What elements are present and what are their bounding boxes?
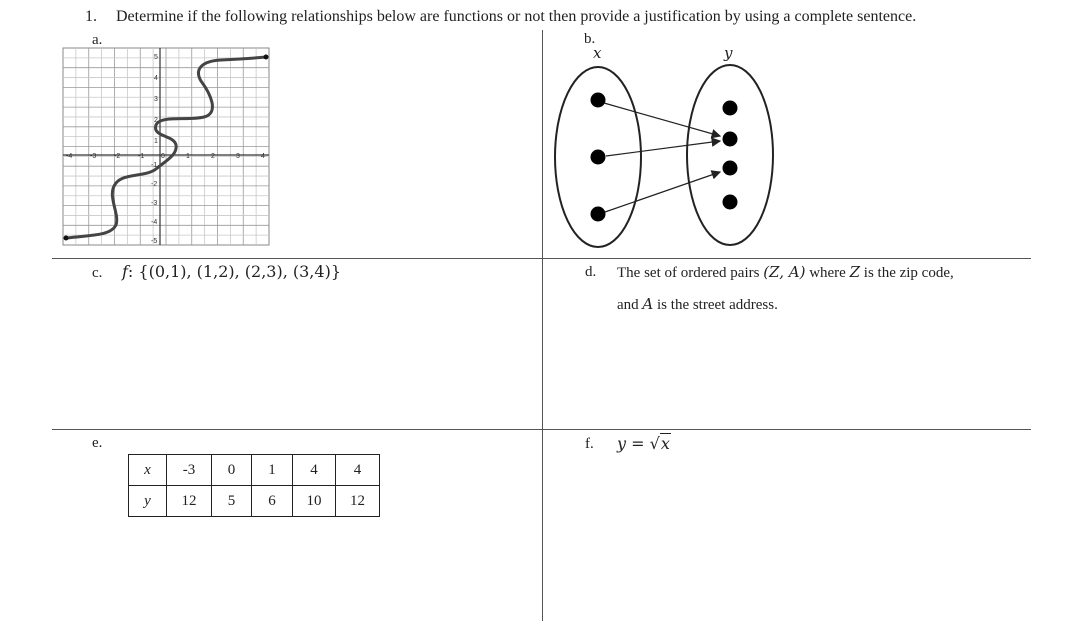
table-cell: 10 <box>293 486 336 517</box>
part-b-label: b. <box>584 31 596 47</box>
table-cell: 0 <box>212 455 252 486</box>
mapping-arrow <box>604 103 720 136</box>
domain-label: x <box>593 44 602 62</box>
radicand: x <box>660 434 670 453</box>
x-tick-label: 3 <box>236 153 240 160</box>
part-d-line-1 <box>617 263 954 282</box>
table-header-x: x <box>129 455 167 486</box>
x-tick-label: -1 <box>138 153 145 160</box>
part-f-equation <box>617 434 671 454</box>
part-a-label: a. <box>92 32 103 48</box>
domain-point <box>591 93 606 108</box>
question-text: Determine if the following relationships below are functions or not then provide a justification by using a complete sentence. <box>116 8 917 25</box>
part-d-var: Z <box>849 263 861 281</box>
range-point <box>723 101 738 116</box>
function-name: f <box>122 262 128 281</box>
table-cell: 4 <box>293 455 336 486</box>
range-point <box>723 195 738 210</box>
ordered-pairs: : {(0,1), (1,2), (2,3), (3,4)} <box>127 262 341 281</box>
y-tick-label: -4 <box>151 219 158 226</box>
x-tick-label: -2 <box>114 153 121 160</box>
part-f-label: f. <box>585 436 594 452</box>
domain-point <box>591 150 606 165</box>
y-tick-label: -3 <box>151 200 158 207</box>
part-d-text: where <box>805 265 850 281</box>
range-point <box>723 161 738 176</box>
question-number: 1. <box>85 8 97 25</box>
mapping-diagram <box>548 62 788 252</box>
range-label: y <box>724 44 733 62</box>
part-d-label: d. <box>585 264 597 280</box>
table-cell: -3 <box>167 455 212 486</box>
part-d-text: The set of ordered pairs <box>617 265 764 281</box>
y-tick-label: 1 <box>154 138 158 145</box>
part-d-text: is the zip code, <box>860 265 954 281</box>
mapping-arrow <box>606 141 720 156</box>
table-cell: 4 <box>336 455 380 486</box>
x-tick-label: 2 <box>211 153 215 160</box>
range-point <box>723 132 738 147</box>
equation-lhs: y = <box>617 434 650 453</box>
mapping-arrow <box>605 172 720 212</box>
table-row-x <box>129 455 380 486</box>
table-cell: 5 <box>212 486 252 517</box>
part-d-text: and <box>617 297 643 313</box>
table-cell: 6 <box>252 486 293 517</box>
part-d-text: is the street address. <box>653 297 778 313</box>
table-cell: 12 <box>167 486 212 517</box>
grid-lines <box>63 48 269 245</box>
y-tick-label: 3 <box>154 96 158 103</box>
y-tick-label: -2 <box>151 181 158 188</box>
range-oval <box>687 65 773 245</box>
domain-point <box>591 207 606 222</box>
part-e-label: e. <box>92 435 103 451</box>
x-tick-label: 0 <box>161 153 165 160</box>
curve-end-point <box>264 55 269 60</box>
y-tick-label: 5 <box>154 54 158 61</box>
part-d-pair: (Z, A) <box>763 263 806 281</box>
table-cell: 12 <box>336 486 380 517</box>
table-cell: 1 <box>252 455 293 486</box>
curve-start-point <box>64 236 69 241</box>
horizontal-divider-top <box>52 258 1031 259</box>
horizontal-divider-bottom <box>52 429 1031 430</box>
table-row-y <box>129 486 380 517</box>
x-tick-label: -3 <box>90 153 97 160</box>
table-header-y: y <box>129 486 167 517</box>
part-c-label: c. <box>92 265 103 281</box>
y-tick-label: 2 <box>154 117 158 124</box>
x-tick-label: 4 <box>261 153 265 160</box>
x-tick-label: 1 <box>186 153 190 160</box>
part-a-graph <box>56 45 276 250</box>
y-tick-label: 4 <box>154 75 158 82</box>
y-tick-label: -5 <box>151 238 158 245</box>
xy-table <box>128 454 380 517</box>
y-tick-label: -1 <box>151 162 158 169</box>
part-c-relation <box>122 262 341 282</box>
vertical-divider <box>542 30 543 621</box>
sqrt-symbol: √ <box>649 434 660 453</box>
part-d-var: A <box>642 295 654 313</box>
x-tick-label: -4 <box>66 153 73 160</box>
part-d-line-2 <box>617 295 778 314</box>
